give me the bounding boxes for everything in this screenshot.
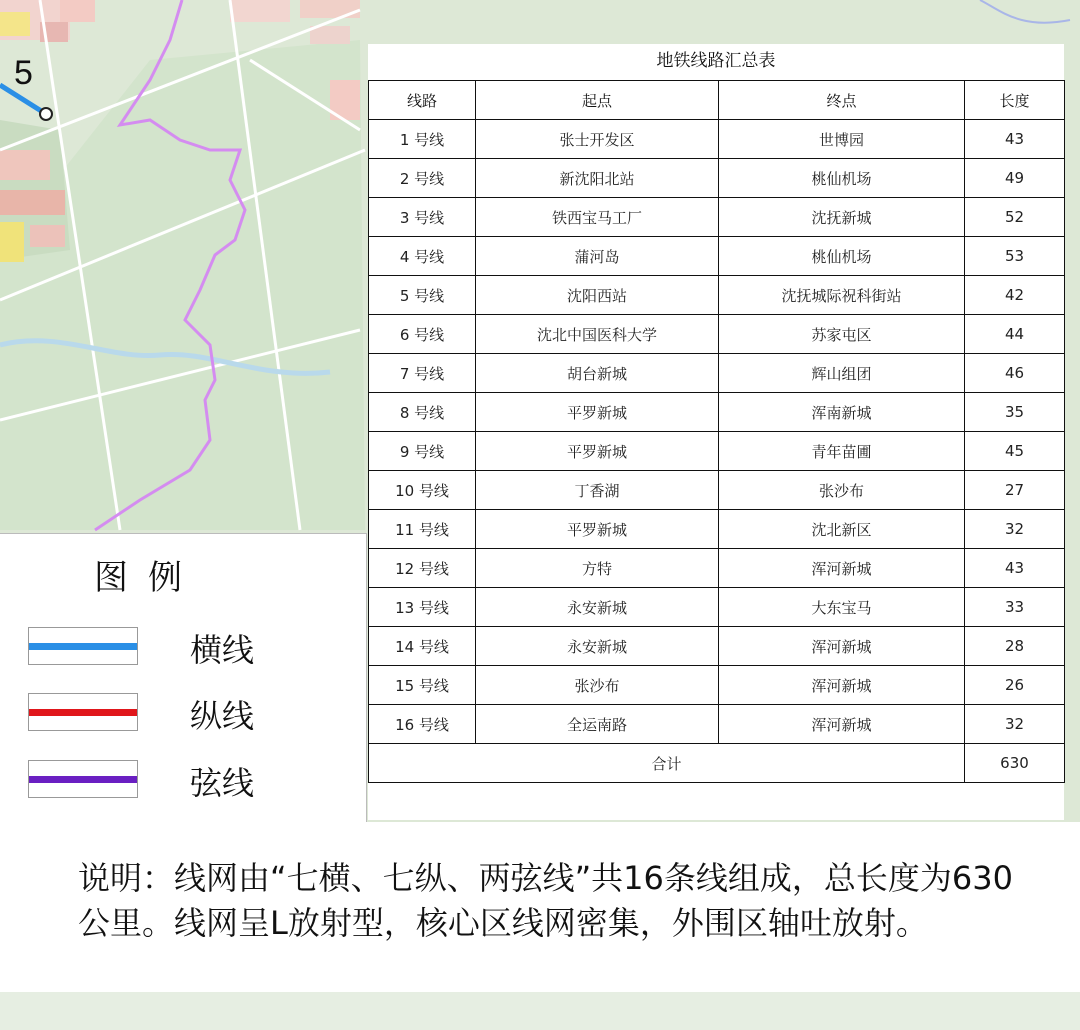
cell-end: 大东宝马 — [719, 588, 965, 627]
cell-line: 1 号线 — [369, 120, 476, 159]
station-marker — [40, 108, 52, 120]
table-title: 地铁线路汇总表 — [656, 51, 776, 71]
cell-start: 沈阳西站 — [476, 276, 719, 315]
cell-line: 13 号线 — [369, 588, 476, 627]
legend-swatch — [28, 693, 138, 731]
cell-length: 44 — [965, 315, 1065, 354]
cell-length: 53 — [965, 237, 1065, 276]
total-value: 630 — [965, 744, 1065, 783]
cell-line: 7 号线 — [369, 354, 476, 393]
table-row — [369, 276, 1065, 315]
cell-start: 铁西宝马工厂 — [476, 198, 719, 237]
cell-length: 52 — [965, 198, 1065, 237]
cell-length: 35 — [965, 393, 1065, 432]
cell-end: 桃仙机场 — [719, 237, 965, 276]
table-row — [369, 393, 1065, 432]
legend-line-swatch — [29, 643, 137, 650]
cell-end: 沈抚城际祝科街站 — [719, 276, 965, 315]
line-number-label: 5 — [14, 54, 33, 92]
cell-length: 42 — [965, 276, 1065, 315]
header-line: 线路 — [369, 81, 476, 120]
table-row — [369, 510, 1065, 549]
table-header-row — [369, 81, 1065, 120]
cell-line: 15 号线 — [369, 666, 476, 705]
cell-line: 11 号线 — [369, 510, 476, 549]
cell-length: 43 — [965, 549, 1065, 588]
cell-start: 永安新城 — [476, 627, 719, 666]
cell-start: 胡台新城 — [476, 354, 719, 393]
cell-start: 方特 — [476, 549, 719, 588]
cell-length: 45 — [965, 432, 1065, 471]
legend-line-swatch — [29, 709, 137, 716]
table-row — [369, 315, 1065, 354]
table-total-row — [369, 744, 1065, 783]
cell-end: 浑河新城 — [719, 705, 965, 744]
table-row — [369, 237, 1065, 276]
cell-length: 43 — [965, 120, 1065, 159]
cell-length: 28 — [965, 627, 1065, 666]
table-row — [369, 549, 1065, 588]
cell-length: 32 — [965, 510, 1065, 549]
cell-length: 49 — [965, 159, 1065, 198]
table-row — [369, 705, 1065, 744]
cell-start: 张士开发区 — [476, 120, 719, 159]
table-row — [369, 588, 1065, 627]
table-row — [369, 666, 1065, 705]
legend-label: 横线 — [190, 631, 255, 669]
cell-start: 全运南路 — [476, 705, 719, 744]
cell-line: 6 号线 — [369, 315, 476, 354]
cell-end: 青年苗圃 — [719, 432, 965, 471]
cell-start: 丁香湖 — [476, 471, 719, 510]
cell-start: 张沙布 — [476, 666, 719, 705]
cell-end: 张沙布 — [719, 471, 965, 510]
cell-start: 沈北中国医科大学 — [476, 315, 719, 354]
cell-line: 8 号线 — [369, 393, 476, 432]
description-text: 说明：线网由“七横、七纵、两弦线”共16条线组成，总长度为630公里。线网呈L放射型，核心区线网密集，外围区轴吐放射。 — [78, 859, 1013, 942]
table-row — [369, 627, 1065, 666]
cell-start: 平罗新城 — [476, 432, 719, 471]
map-legend — [0, 533, 367, 822]
total-label: 合计 — [369, 744, 965, 783]
legend-title: 图例 — [94, 558, 202, 598]
cell-end: 浑河新城 — [719, 627, 965, 666]
cell-end: 苏家屯区 — [719, 315, 965, 354]
route-summary-table-panel — [368, 44, 1064, 820]
cell-end: 桃仙机场 — [719, 159, 965, 198]
header-start: 起点 — [476, 81, 719, 120]
legend-item-vertical — [28, 693, 358, 733]
cell-line: 16 号线 — [369, 705, 476, 744]
cell-start: 平罗新城 — [476, 393, 719, 432]
table-row — [369, 471, 1065, 510]
description-panel — [0, 822, 1080, 992]
table-row — [369, 120, 1065, 159]
legend-swatch — [28, 760, 138, 798]
cell-line: 4 号线 — [369, 237, 476, 276]
cell-length: 46 — [965, 354, 1065, 393]
cell-start: 新沈阳北站 — [476, 159, 719, 198]
cell-line: 2 号线 — [369, 159, 476, 198]
cell-end: 浑河新城 — [719, 666, 965, 705]
cell-end: 世博园 — [719, 120, 965, 159]
cell-length: 32 — [965, 705, 1065, 744]
cell-end: 浑南新城 — [719, 393, 965, 432]
table-row — [369, 198, 1065, 237]
cell-length: 33 — [965, 588, 1065, 627]
cell-line: 12 号线 — [369, 549, 476, 588]
table-row — [369, 432, 1065, 471]
table-row — [369, 159, 1065, 198]
legend-line-swatch — [29, 776, 137, 783]
legend-label: 纵线 — [190, 697, 255, 735]
header-end: 终点 — [719, 81, 965, 120]
cell-end: 浑河新城 — [719, 549, 965, 588]
table-row — [369, 354, 1065, 393]
cell-line: 5 号线 — [369, 276, 476, 315]
cell-line: 14 号线 — [369, 627, 476, 666]
legend-swatch — [28, 627, 138, 665]
header-length: 长度 — [965, 81, 1065, 120]
cell-start: 蒲河岛 — [476, 237, 719, 276]
cell-line: 3 号线 — [369, 198, 476, 237]
cell-line: 10 号线 — [369, 471, 476, 510]
legend-item-horizontal — [28, 627, 358, 667]
route-summary-table — [368, 80, 1065, 783]
cell-line: 9 号线 — [369, 432, 476, 471]
cell-length: 26 — [965, 666, 1065, 705]
cell-length: 27 — [965, 471, 1065, 510]
legend-label: 弦线 — [190, 764, 255, 802]
cell-end: 辉山组团 — [719, 354, 965, 393]
legend-item-chord — [28, 760, 358, 800]
cell-end: 沈抚新城 — [719, 198, 965, 237]
cell-start: 永安新城 — [476, 588, 719, 627]
cell-end: 沈北新区 — [719, 510, 965, 549]
cell-start: 平罗新城 — [476, 510, 719, 549]
